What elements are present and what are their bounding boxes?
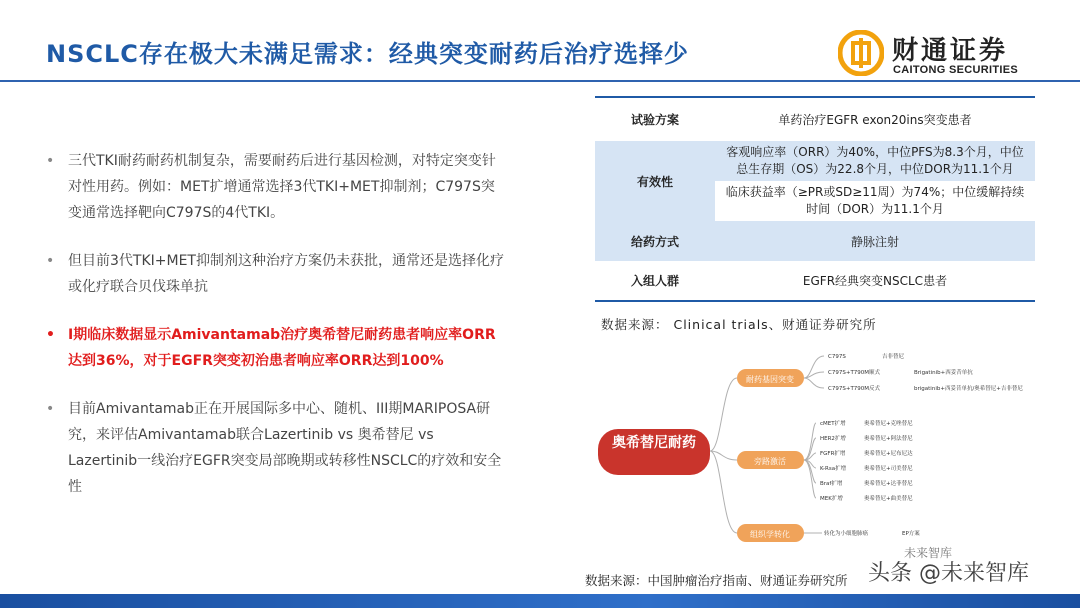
bullet-dot-icon: • [46,153,55,169]
table-row [595,221,1035,261]
condition-label: MEK扩增 [820,496,843,502]
watermark-faint: 未来智库 [904,546,953,560]
condition-label: FGFR扩增 [820,451,846,457]
condition-label: C797S [828,354,846,360]
page-title: NSCLC存在极大未满足需求：经典突变耐药后治疗选择少 [46,40,689,68]
drug-label: 奥希替尼+达菲替尼 [864,481,913,487]
table-cell: 客观响应率（ORR）为40%，中位PFS为8.3个月，中位总生存期（OS）为22.8个月，中位DOR为11.1个月 [715,141,1035,181]
bullet-item: • 目前Amivantamab正在开展国际多中心、随机、III期MARIPOSA研究，来评估Amivantamab联合Lazertinib vs 奥希替尼 vs Lazertinib一线治疗EGFR突变局部晚期或转移性NSCLC的疗效和安全性 [46,396,506,500]
bullet-item: • 但目前3代TKI+MET抑制剂这种治疗方案仍未获批，通常还是选择化疗或化疗联合贝伐珠单抗 [46,248,506,300]
condition-label: Braf扩增 [820,481,843,487]
bullet-item: • 三代TKI耐药耐药机制复杂，需要耐药后进行基因检测，对特定突变针对性用药。例如：MET扩增通常选择3代TKI+MET抑制剂；C797S突变通常选择靶向C797S的4代TKI。 [46,148,506,226]
row-header: 入组人群 [595,261,715,301]
table-source-note: 数据来源： Clinical trials、财通证券研究所 [601,317,877,332]
root-node-label: 奥希替尼耐药 [612,435,696,451]
drug-label: 奥希替尼+克唑替尼 [864,421,913,427]
row-header: 有效性 [595,141,715,221]
condition-label: cMET扩增 [820,421,846,427]
table-cell: 静脉注射 [715,221,1035,261]
title-divider [0,80,1080,82]
caitong-logo-icon [838,30,884,76]
row-header: 试验方案 [595,97,715,141]
footer-bar [0,594,1080,608]
table-cell: EGFR经典突变NSCLC患者 [715,261,1035,301]
table-row [595,261,1035,301]
condition-label: 转化为小细胞肺癌 [824,531,869,537]
condition-label: HER2扩增 [820,436,846,442]
drug-label: 奥希替尼+阿法替尼 [864,436,913,442]
row-header: 给药方式 [595,221,715,261]
drug-label: EP方案 [902,531,920,537]
drug-label: Brigatinib+西妥昔单抗 [914,370,973,376]
table-cell: 单药治疗EGFR exon20ins突变患者 [715,97,1035,141]
diagram-source-note: 数据来源：中国肿瘤治疗指南、财通证券研究所 [585,573,848,588]
logo-text-cn: 财通证券 [892,36,1009,66]
watermark: 头条 @未来智库 [868,561,1029,586]
company-logo [838,30,1038,80]
resistance-mindmap [592,343,1032,555]
logo-text-en: CAITONG SECURITIES [893,64,1018,76]
branch-node-label: 耐药基因突变 [746,375,794,384]
branch-node-label: 旁路激活 [754,457,786,466]
drug-label: brigatinib+西妥昔单抗/奥希替尼+吉非替尼 [914,386,1023,392]
table-cell: 临床获益率（≥PR或SD≥11周）为74%；中位缓解持续时间（DOR）为11.1个月 [715,181,1035,221]
bullet-dot-icon: • [46,253,55,269]
table-row [595,141,1035,181]
drug-label: 吉非替尼 [882,354,905,360]
condition-label: C797S+T790M顺式 [828,370,881,376]
condition-label: C797S+T790M反式 [828,386,881,392]
drug-label: 奥希替尼+曲美替尼 [864,496,913,502]
branch-node-label: 组织学转化 [750,530,790,539]
bullet-dot-icon: • [46,327,55,343]
drug-label: 奥希替尼+尼布尼达 [864,451,913,457]
bullet-list [46,148,506,522]
bullet-dot-icon: • [46,401,55,417]
bullet-item-highlight: • I期临床数据显示Amivantamab治疗奥希替尼耐药患者响应率ORR达到36%，对于EGFR突变初治患者响应率ORR达到100% [46,322,506,374]
table-row [595,97,1035,141]
drug-label: 奥希替尼+司美替尼 [864,466,913,472]
condition-label: K-Rsa扩增 [820,466,847,472]
trial-table [595,96,1035,302]
